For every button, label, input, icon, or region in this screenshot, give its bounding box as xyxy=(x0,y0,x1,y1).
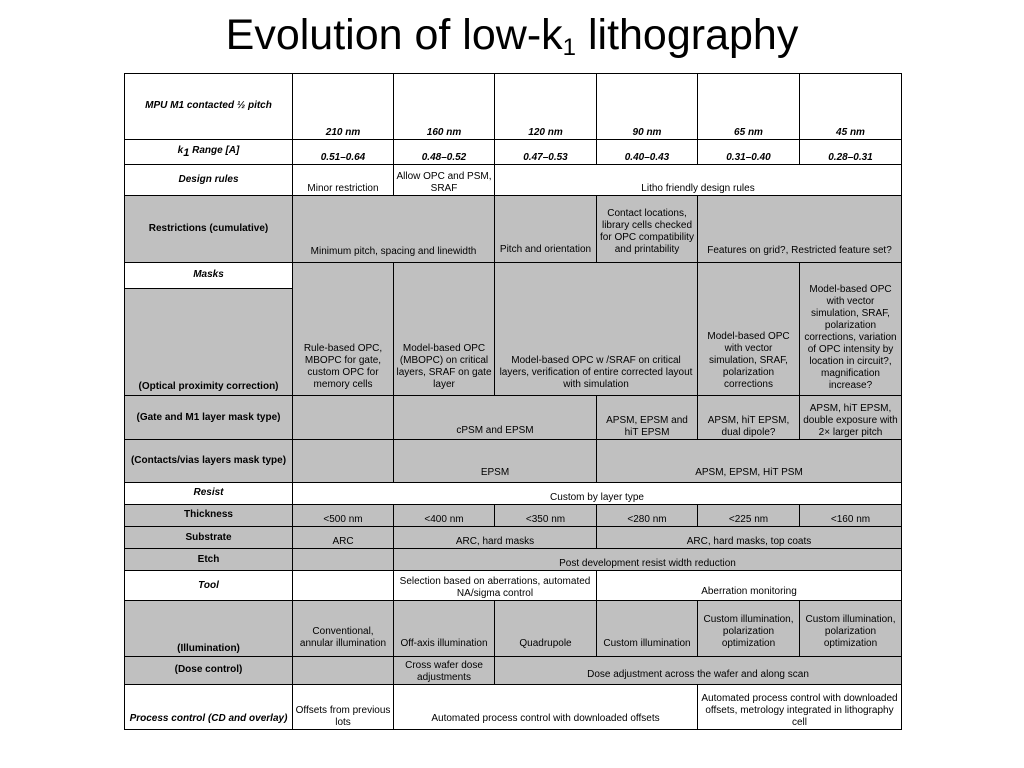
dose-cell: Cross wafer dose adjustments xyxy=(394,656,495,684)
contacts-cell: EPSM xyxy=(394,439,597,482)
process-control-row xyxy=(125,684,902,729)
contacts-cell xyxy=(293,439,394,482)
k1-label-post: Range [A] xyxy=(189,145,240,157)
dose-label: (Dose control) xyxy=(125,656,293,684)
contacts-cell: APSM, EPSM, HiT PSM xyxy=(597,439,902,482)
tool-row xyxy=(125,571,902,601)
node-cell: 160 nm xyxy=(394,74,495,140)
resist-cell: Custom by layer type xyxy=(293,482,902,504)
thickness-cell: <350 nm xyxy=(495,504,597,526)
opc-cell: Model-based OPC (MBOPC) on critical layers, SRAF on gate layer xyxy=(394,288,495,395)
dose-row xyxy=(125,656,902,684)
thickness-cell: <160 nm xyxy=(800,504,902,526)
design-rules-cell: Litho friendly design rules xyxy=(495,165,902,195)
tool-cell xyxy=(293,571,394,601)
dose-cell: Dose adjustment across the wafer and along scan xyxy=(495,656,902,684)
title-rest: lithography xyxy=(576,11,799,59)
illumination-cell: Custom illumination, polarization optimization xyxy=(800,601,902,656)
title-main: Evolution of low-k xyxy=(225,11,563,59)
node-cell: 210 nm xyxy=(293,74,394,140)
masks-cell xyxy=(293,262,394,288)
dose-cell xyxy=(293,656,394,684)
opc-label: (Optical proximity correction) xyxy=(125,288,293,395)
masks-cell xyxy=(698,262,800,288)
header-label: MPU M1 contacted ½ pitch xyxy=(125,74,293,140)
design-rules-cell: Allow OPC and PSM, SRAF xyxy=(394,165,495,195)
opc-cell: Model-based OPC with vector simulation, SRAF, polarization corrections xyxy=(698,288,800,395)
process-control-cell: Offsets from previous lots xyxy=(293,684,394,729)
tool-cell: Selection based on aberrations, automated NA/sigma control xyxy=(394,571,597,601)
gate-cell: APSM, hiT EPSM, double exposure with 2× larger pitch xyxy=(800,396,902,439)
tool-label: Tool xyxy=(125,571,293,601)
illumination-cell: Conventional, annular illumination xyxy=(293,601,394,656)
etch-row xyxy=(125,549,902,571)
k1-label-pre: k xyxy=(177,145,184,157)
design-rules-label: Design rules xyxy=(125,165,293,195)
etch-label: Etch xyxy=(125,549,293,571)
resist-row xyxy=(125,482,902,504)
restrictions-label: Restrictions (cumulative) xyxy=(125,195,293,262)
k1-label-subscript: 1 xyxy=(183,147,190,160)
header-row xyxy=(125,74,902,140)
k1-value: 0.48–0.52 xyxy=(394,140,495,165)
tool-cell: Aberration monitoring xyxy=(597,571,902,601)
lithography-table xyxy=(124,73,902,730)
illumination-cell: Custom illumination, polarization optimization xyxy=(698,601,800,656)
masks-row xyxy=(125,262,902,288)
thickness-row xyxy=(125,504,902,526)
etch-cell xyxy=(293,549,394,571)
k1-value: 0.31–0.40 xyxy=(698,140,800,165)
opc-row xyxy=(125,288,902,395)
thickness-cell: <500 nm xyxy=(293,504,394,526)
thickness-label: Thickness xyxy=(125,504,293,526)
process-control-label: Process control (CD and overlay) xyxy=(125,684,293,729)
gate-cell: APSM, hiT EPSM, dual dipole? xyxy=(698,396,800,439)
k1-value: 0.47–0.53 xyxy=(495,140,597,165)
node-cell: 90 nm xyxy=(597,74,698,140)
resist-label: Resist xyxy=(125,482,293,504)
substrate-row xyxy=(125,526,902,548)
gate-label: (Gate and M1 layer mask type) xyxy=(125,396,293,439)
thickness-cell: <225 nm xyxy=(698,504,800,526)
node-cell: 65 nm xyxy=(698,74,800,140)
contacts-label: (Contacts/vias layers mask type) xyxy=(125,439,293,482)
illumination-label: (Illumination) xyxy=(125,601,293,656)
illumination-row xyxy=(125,601,902,656)
substrate-cell: ARC xyxy=(293,526,394,548)
design-rules-row xyxy=(125,165,902,195)
restrictions-row xyxy=(125,195,902,262)
masks-cell xyxy=(394,262,495,288)
opc-cell: Model-based OPC w /SRAF on critical layers, verification of entire corrected layout with simulation xyxy=(495,288,698,395)
process-control-cell: Automated process control with downloaded offsets, metrology integrated in lithography cell xyxy=(698,684,902,729)
restrictions-cell: Pitch and orientation xyxy=(495,195,597,262)
etch-cell: Post development resist width reduction xyxy=(394,549,902,571)
k1-value: 0.51–0.64 xyxy=(293,140,394,165)
substrate-cell: ARC, hard masks, top coats xyxy=(597,526,902,548)
node-cell: 45 nm xyxy=(800,74,902,140)
restrictions-cell: Contact locations, library cells checked for OPC compatibility and printability xyxy=(597,195,698,262)
node-cell: 120 nm xyxy=(495,74,597,140)
slide-title xyxy=(0,8,1024,62)
illumination-cell: Quadrupole xyxy=(495,601,597,656)
k1-row xyxy=(125,140,902,165)
k1-label xyxy=(125,140,293,165)
illumination-cell: Off-axis illumination xyxy=(394,601,495,656)
gate-row xyxy=(125,396,902,439)
restrictions-cell: Features on grid?, Restricted feature set? xyxy=(698,195,902,262)
contacts-row xyxy=(125,439,902,482)
k1-value: 0.40–0.43 xyxy=(597,140,698,165)
masks-cell xyxy=(495,262,698,288)
gate-cell: APSM, EPSM and hiT EPSM xyxy=(597,396,698,439)
process-control-cell: Automated process control with downloaded offsets xyxy=(394,684,698,729)
k1-value: 0.28–0.31 xyxy=(800,140,902,165)
title-subscript: 1 xyxy=(562,34,577,61)
gate-cell xyxy=(293,396,394,439)
thickness-cell: <280 nm xyxy=(597,504,698,526)
opc-cell: Model-based OPC with vector simulation, SRAF, polarization corrections, variation of OPC intensity by location in circuit?, magnification increase? xyxy=(800,262,902,396)
illumination-cell: Custom illumination xyxy=(597,601,698,656)
design-rules-cell: Minor restriction xyxy=(293,165,394,195)
masks-label: Masks xyxy=(125,262,293,288)
gate-cell: cPSM and EPSM xyxy=(394,396,597,439)
substrate-cell: ARC, hard masks xyxy=(394,526,597,548)
opc-cell: Rule-based OPC, MBOPC for gate, custom OPC for memory cells xyxy=(293,288,394,395)
substrate-label: Substrate xyxy=(125,526,293,548)
restrictions-cell: Minimum pitch, spacing and linewidth xyxy=(293,195,495,262)
thickness-cell: <400 nm xyxy=(394,504,495,526)
